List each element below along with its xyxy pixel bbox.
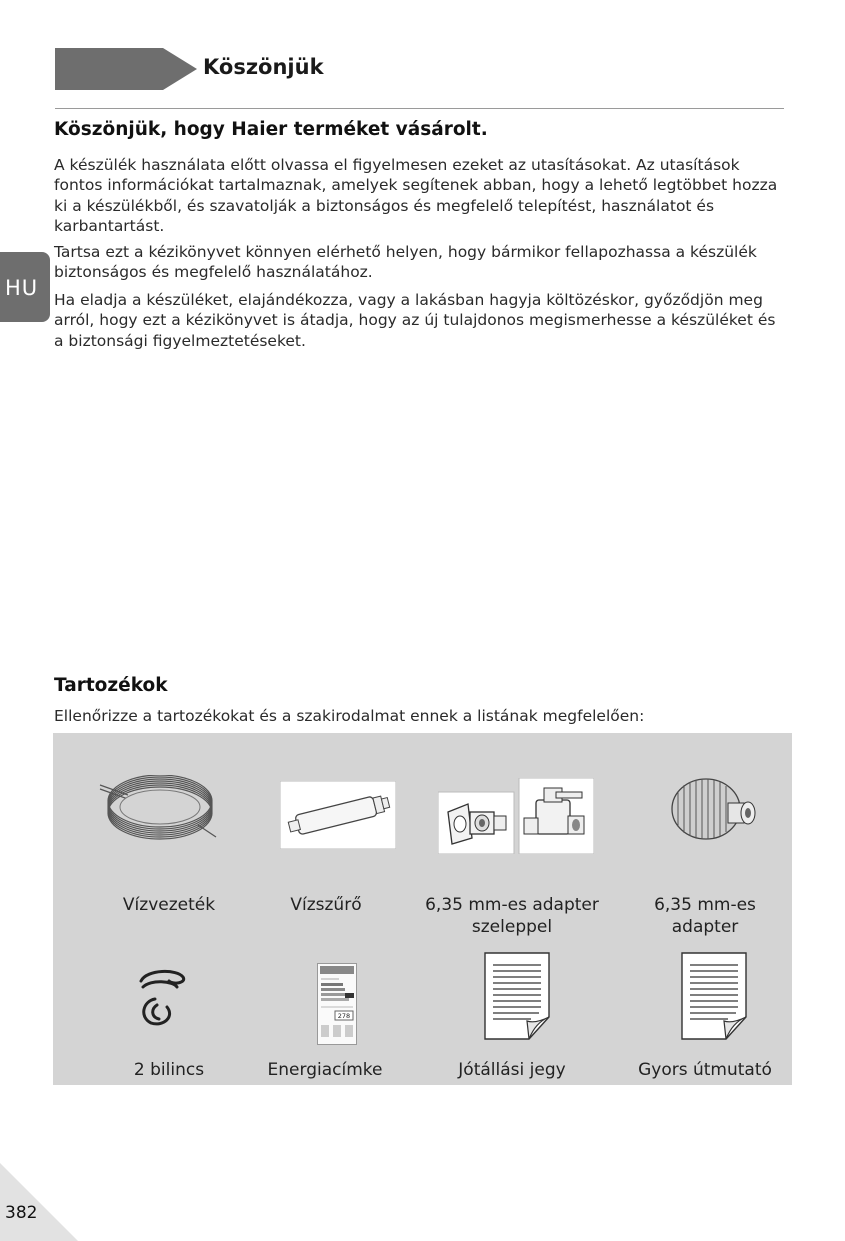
energy-label-icon bbox=[317, 963, 357, 1045]
accessory-label-adapter-valve: 6,35 mm-es adapter szeleppel bbox=[425, 895, 599, 937]
thanks-paragraph-3: Ha eladja a készüléket, elajándékozza, vagy a lakásban hagyja költözéskor, győződjön meg arról, hogy ezt a kézikönyvet is átadja, hogy az új tulajdonos megismerhesse a készüléket és a biztonsági figyelmeztetéseket. bbox=[54, 291, 776, 350]
thanks-heading: Köszönjük, hogy Haier terméket vásárolt. bbox=[54, 119, 488, 140]
adapter-valve-icon bbox=[438, 778, 594, 854]
page-corner-decoration bbox=[0, 1163, 78, 1241]
section-header-arrow bbox=[55, 48, 197, 90]
thanks-paragraph-2: Tartsa ezt a kézikönyvet könnyen elérhető helyen, hogy bármikor fellapozhassa a készülék biztonságos és megfelelő használatához. bbox=[54, 243, 757, 282]
page-number: 382 bbox=[5, 1203, 38, 1223]
accessories-intro: Ellenőrizze a tartozékokat és a szakirodalmat ennek a listának megfelelően: bbox=[54, 707, 645, 725]
accessory-label-quick-guide: Gyors útmutató bbox=[638, 1060, 772, 1080]
accessory-label-clamps: 2 bilincs bbox=[133, 1060, 205, 1080]
accessories-heading: Tartozékok bbox=[54, 675, 168, 696]
water-pipe-coil-icon bbox=[98, 775, 218, 847]
header-divider bbox=[55, 108, 784, 109]
clamp-icon bbox=[133, 965, 191, 1031]
language-tab: HU bbox=[0, 252, 50, 322]
accessory-label-water-filter: Vízszűrő bbox=[290, 895, 362, 915]
warranty-card-icon bbox=[483, 951, 551, 1041]
adapter-icon bbox=[666, 773, 758, 853]
accessory-label-water-pipe: Vízvezeték bbox=[122, 895, 216, 915]
section-title: Köszönjük bbox=[203, 55, 324, 79]
accessory-label-energy-label: Energiacímke bbox=[267, 1060, 383, 1080]
thanks-paragraph-1: A készülék használata előtt olvassa el figyelmesen ezeket az utasításokat. Az utasítások fontos információkat tartalmaznak, amelyek segítenek abban, hogy a lehető legtöbbet hozza ki a készülékből, és szavatolják a biztonságos és megfelelő telepítést, használatot és karbantartást. bbox=[54, 156, 778, 235]
accessory-label-warranty: Jótállási jegy bbox=[458, 1060, 566, 1080]
quick-guide-icon bbox=[680, 951, 748, 1041]
svg-text:278: 278 bbox=[337, 1012, 351, 1020]
water-filter-icon bbox=[280, 781, 396, 849]
accessory-label-adapter: 6,35 mm-es adapter bbox=[654, 895, 756, 937]
accessories-panel bbox=[53, 733, 792, 1085]
